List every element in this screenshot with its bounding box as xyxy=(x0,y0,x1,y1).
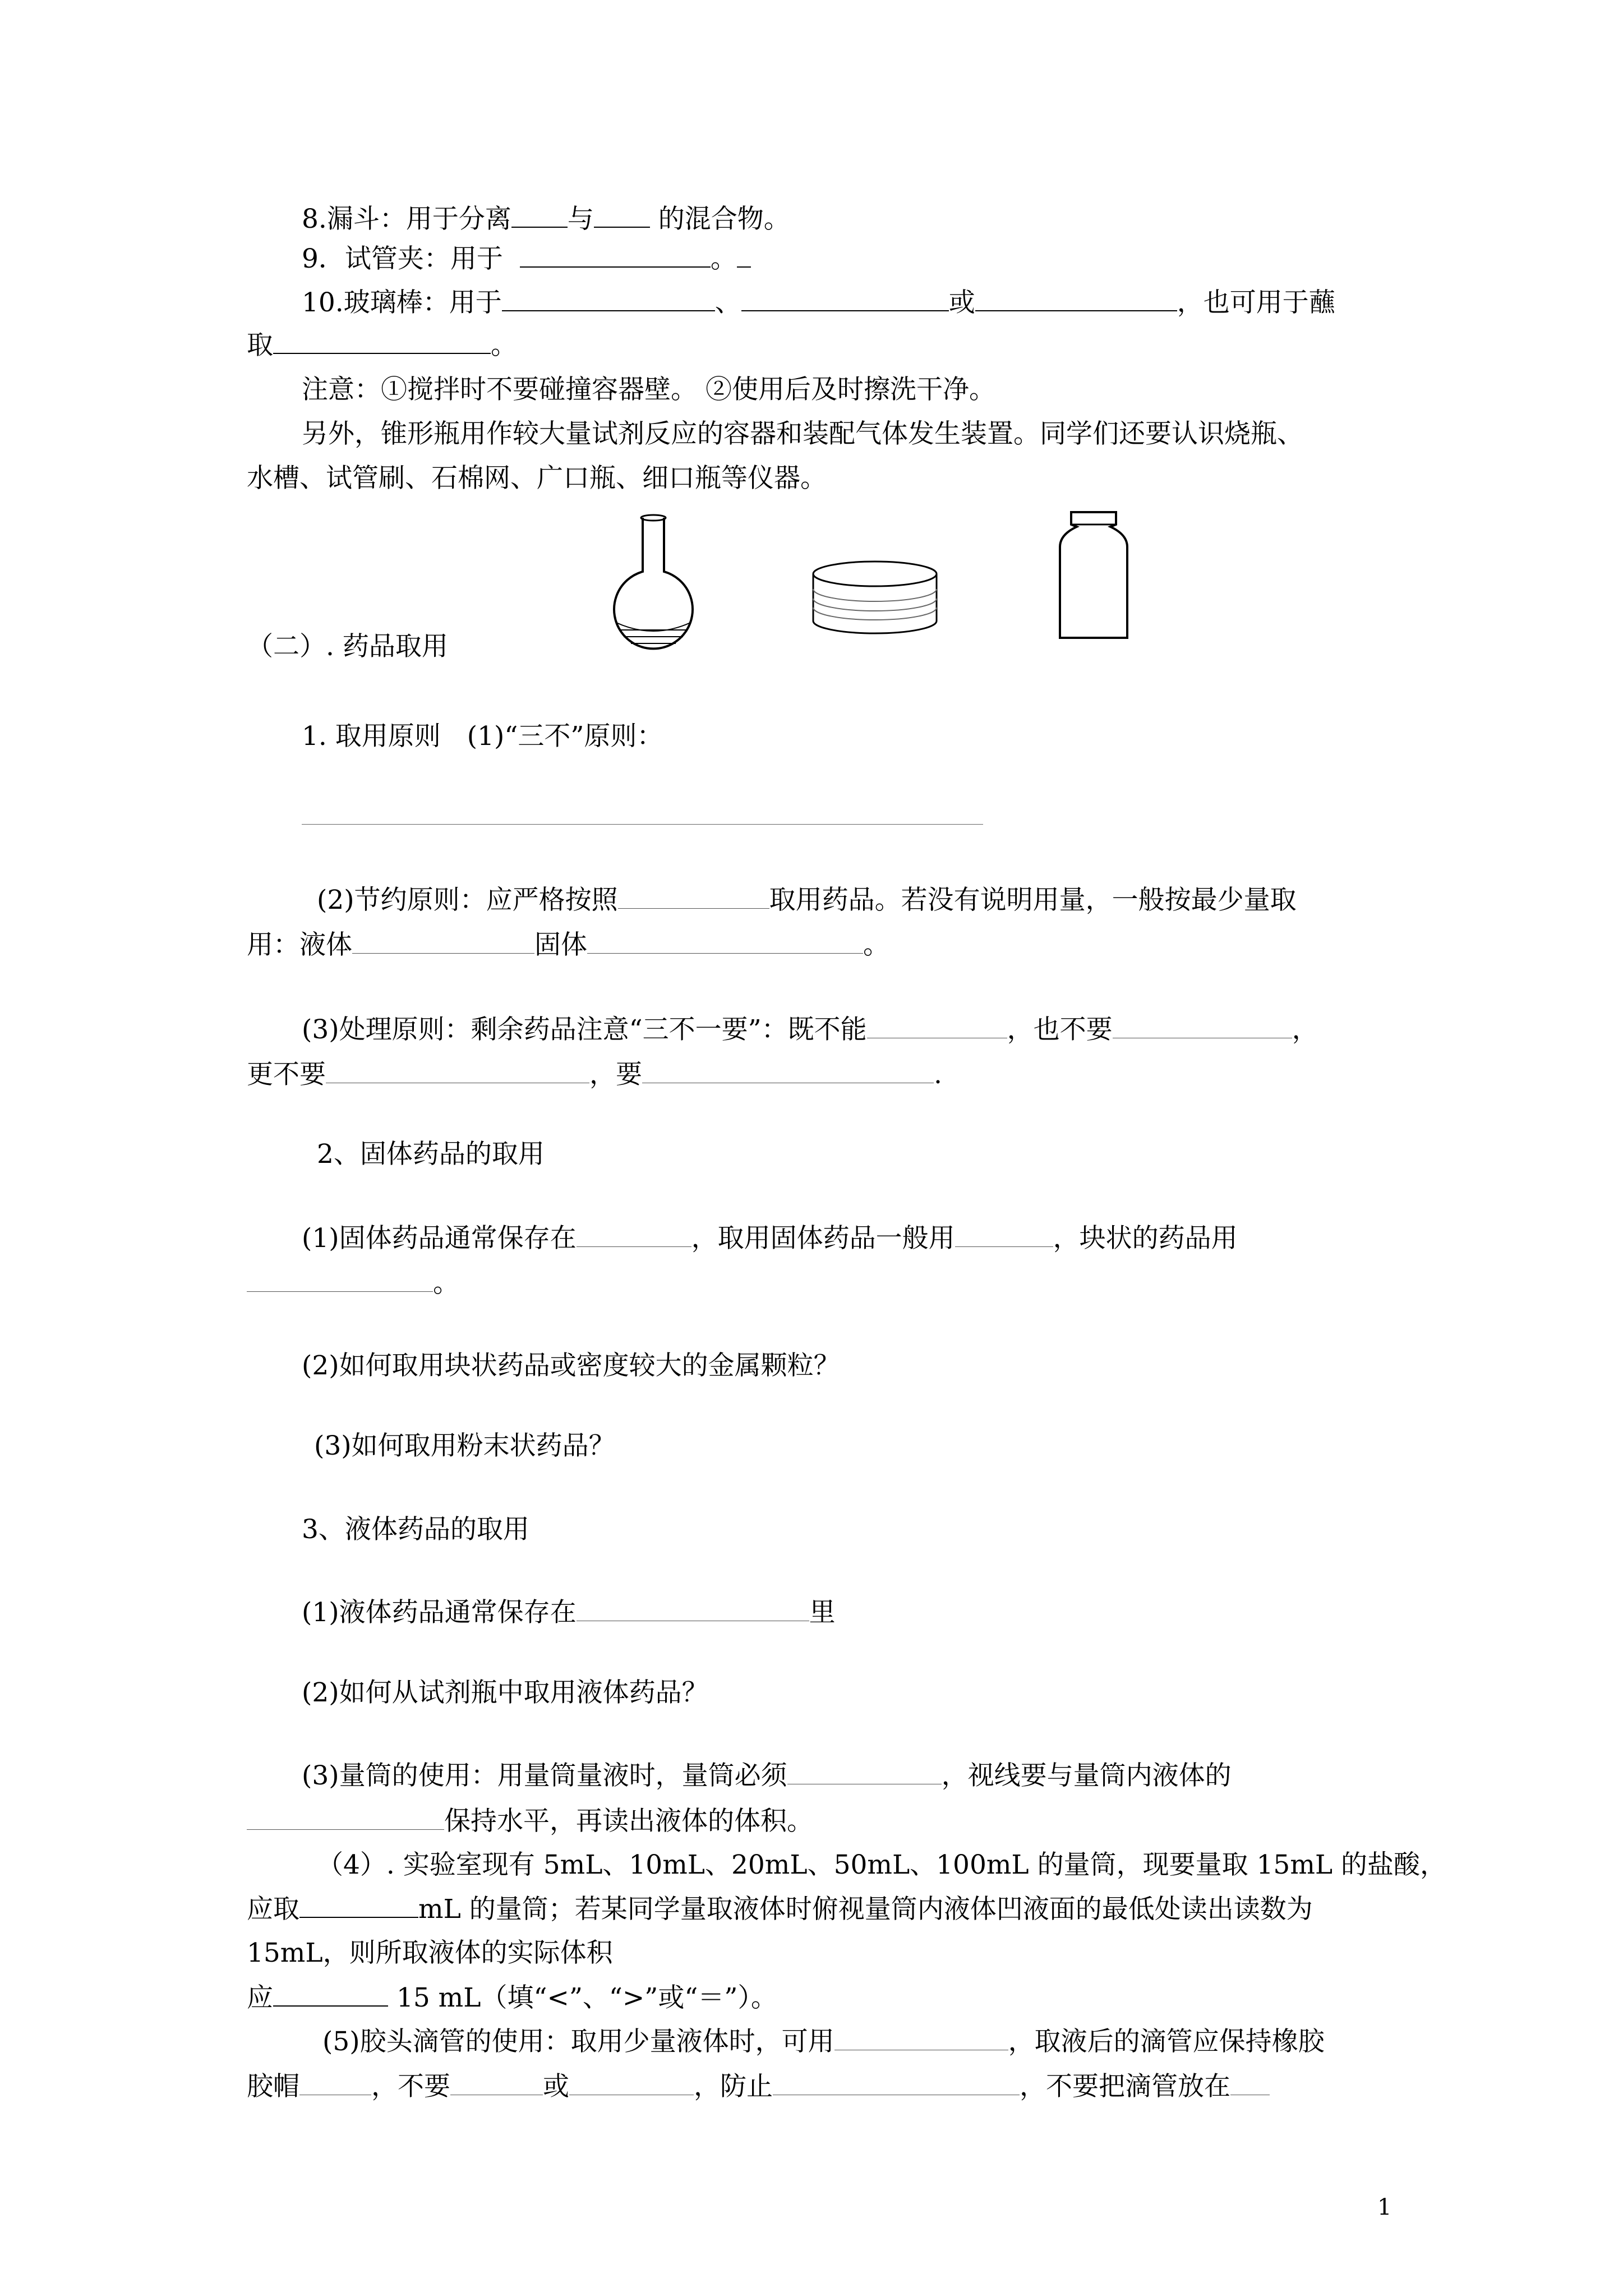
principle-2-text: (2)节约原则：应严格按照 xyxy=(317,885,618,915)
liquid-5-text-g: ，不要把滴管放在 xyxy=(1020,2071,1230,2102)
principle-2-text-d: 固体 xyxy=(534,930,587,960)
liquid-4-cont2: 15mL，则所取液体的实际体积 xyxy=(247,1938,613,1968)
liquid-3-text: (3)量筒的使用：用量筒量液时，量筒必须 xyxy=(302,1760,787,1791)
item-10-cont xyxy=(247,328,517,362)
blank[interactable] xyxy=(352,928,534,954)
blank[interactable] xyxy=(594,202,650,228)
blank[interactable] xyxy=(326,1058,589,1083)
blank[interactable] xyxy=(247,1267,433,1292)
blank[interactable] xyxy=(955,1222,1053,1247)
liquid-2: (2)如何从试剂瓶中取用液体药品？ xyxy=(302,1677,708,1708)
blank[interactable] xyxy=(587,928,863,954)
item-8-text: 8.漏斗：用于分离 xyxy=(302,204,511,234)
section-3-heading: 3、液体药品的取用 xyxy=(302,1514,529,1545)
item-10-text: 10.玻璃棒：用于 xyxy=(302,287,502,318)
liquid-4-cont xyxy=(247,1892,1313,1926)
blank[interactable] xyxy=(787,1759,942,1784)
principle-3-text: (3)处理原则：剩余药品注意“三不一要”：既不能 xyxy=(302,1014,867,1045)
liquid-3-text-b: ，视线要与量筒内液体的 xyxy=(941,1760,1232,1791)
solid-1-text: (1)固体药品通常保存在 xyxy=(302,1223,577,1254)
round-flask-illustration xyxy=(600,513,707,659)
section-2-heading: 2、固体药品的取用 xyxy=(317,1139,545,1170)
principle-2-text-e: 。 xyxy=(863,930,889,960)
liquid-4-text-c: mL 的量筒；若某同学量取液体时俯视量筒内液体凹液面的最低处读出读数为 xyxy=(418,1894,1313,1925)
principle-1: 1. 取用原则 (1)“三不”原则： xyxy=(302,721,663,752)
liquid-4-cont3 xyxy=(247,1981,777,2015)
blank[interactable] xyxy=(273,1981,388,2007)
blank[interactable] xyxy=(773,2070,1020,2095)
page-number: 1 xyxy=(1377,2194,1392,2220)
solid-1-cont xyxy=(247,1267,459,1300)
item-10 xyxy=(302,286,1335,320)
blank[interactable] xyxy=(975,286,1177,311)
item-10-text-f: 。 xyxy=(491,330,517,361)
blank[interactable] xyxy=(569,2070,694,2095)
solid-3: (3)如何取用粉末状药品？ xyxy=(314,1430,615,1461)
liquid-4-text-f: 15 mL（填“<”、“>”或“＝”）。 xyxy=(388,1982,777,2013)
blank[interactable] xyxy=(642,1058,934,1083)
note: 注意：①搅拌时不要碰撞容器壁。 ②使用后及时擦洗干净。 xyxy=(302,374,995,405)
blank-tail xyxy=(737,242,751,268)
solid-2: (2)如何取用块状药品或密度较大的金属颗粒？ xyxy=(302,1350,840,1381)
blank[interactable] xyxy=(867,1013,1007,1038)
answer-line[interactable] xyxy=(302,824,983,825)
other-line-2: 水槽、试管刷、石棉网、广口瓶、细口瓶等仪器。 xyxy=(247,463,827,494)
item-9 xyxy=(302,242,751,276)
liquid-1-text: (1)液体药品通常保存在 xyxy=(302,1597,577,1628)
solid-1-text-b: ，取用固体药品一般用 xyxy=(691,1223,955,1254)
item-10-text-b: 、 xyxy=(714,287,741,318)
solid-1-text-d: 。 xyxy=(433,1268,459,1299)
blank[interactable] xyxy=(834,2025,1008,2050)
blank[interactable] xyxy=(450,2070,543,2095)
principle-3-text-b: ，也不要 xyxy=(1007,1014,1113,1045)
liquid-3 xyxy=(302,1759,1232,1793)
liquid-3-text-c: 保持水平，再读出液体的体积。 xyxy=(444,1806,813,1837)
blank[interactable] xyxy=(511,202,568,228)
blank[interactable] xyxy=(1230,2070,1270,2095)
liquid-5-text-b: ，取液后的滴管应保持橡胶 xyxy=(1008,2026,1325,2057)
item-10-text-d: ，也可用于蘸 xyxy=(1177,287,1335,318)
liquid-4: （4）. 实验室现有 5mL、10mL、20mL、50mL、100mL 的量筒，现要量取 15mL 的盐酸， xyxy=(317,1849,1447,1880)
blank[interactable] xyxy=(520,242,711,268)
liquid-5-cont xyxy=(247,2070,1270,2104)
solid-1 xyxy=(302,1222,1238,1255)
principle-3-text-d: 更不要 xyxy=(247,1059,326,1090)
blank[interactable] xyxy=(299,2070,371,2095)
section-heading-2: （二）. 药品取用 xyxy=(247,631,448,662)
blank[interactable] xyxy=(299,1892,418,1918)
blank[interactable] xyxy=(273,328,491,354)
blank[interactable] xyxy=(1113,1013,1292,1038)
liquid-1-text-b: 里 xyxy=(809,1597,836,1628)
liquid-3-cont xyxy=(247,1805,813,1838)
liquid-4-text-e: 应 xyxy=(247,1982,273,2013)
solid-1-text-c: ，块状的药品用 xyxy=(1053,1223,1238,1254)
principle-3-cont xyxy=(247,1058,942,1092)
principle-2 xyxy=(317,884,1297,917)
item-8-text-b: 与 xyxy=(567,204,594,234)
principle-3-text-c: ， xyxy=(1292,1014,1318,1045)
liquid-5-text-e: 或 xyxy=(543,2071,569,2102)
blank[interactable] xyxy=(577,1222,691,1247)
principle-2-cont xyxy=(247,928,889,962)
item-9-text-b: 。 xyxy=(710,243,737,274)
liquid-5-text-c: 胶帽 xyxy=(247,2071,299,2102)
liquid-1 xyxy=(302,1596,836,1630)
principle-2-text-b: 取用药品。若没有说明用量，一般按最少量取 xyxy=(769,885,1297,915)
item-10-text-e: 取 xyxy=(247,330,273,361)
other-line-1: 另外，锥形瓶用作较大量试剂反应的容器和装配气体发生装置。同学们还要认识烧瓶、 xyxy=(302,418,1303,449)
blank[interactable] xyxy=(577,1596,809,1621)
liquid-5-text-f: ，防止 xyxy=(694,2071,773,2102)
blank[interactable] xyxy=(247,1805,444,1830)
blank[interactable] xyxy=(618,884,769,909)
wide-mouth-bottle-illustration xyxy=(1054,508,1133,642)
blank[interactable] xyxy=(502,286,715,311)
principle-2-text-c: 用：液体 xyxy=(247,930,352,960)
principle-3 xyxy=(302,1013,1318,1047)
principle-3-text-e: ，要 xyxy=(589,1059,642,1090)
water-trough-illustration xyxy=(808,558,942,642)
liquid-4-text-b: 应取 xyxy=(247,1894,299,1925)
item-10-text-c: 或 xyxy=(948,287,975,318)
blank[interactable] xyxy=(741,286,949,311)
liquid-5-text-d: ，不要 xyxy=(371,2071,450,2102)
item-9-text: 9．试管夹：用于 xyxy=(302,243,503,274)
liquid-5-text: (5)胶头滴管的使用：取用少量液体时，可用 xyxy=(322,2026,834,2057)
item-8-text-c: 的混合物。 xyxy=(649,204,790,234)
liquid-5 xyxy=(322,2025,1325,2059)
principle-3-text-f: . xyxy=(934,1059,942,1090)
item-8 xyxy=(302,202,790,236)
